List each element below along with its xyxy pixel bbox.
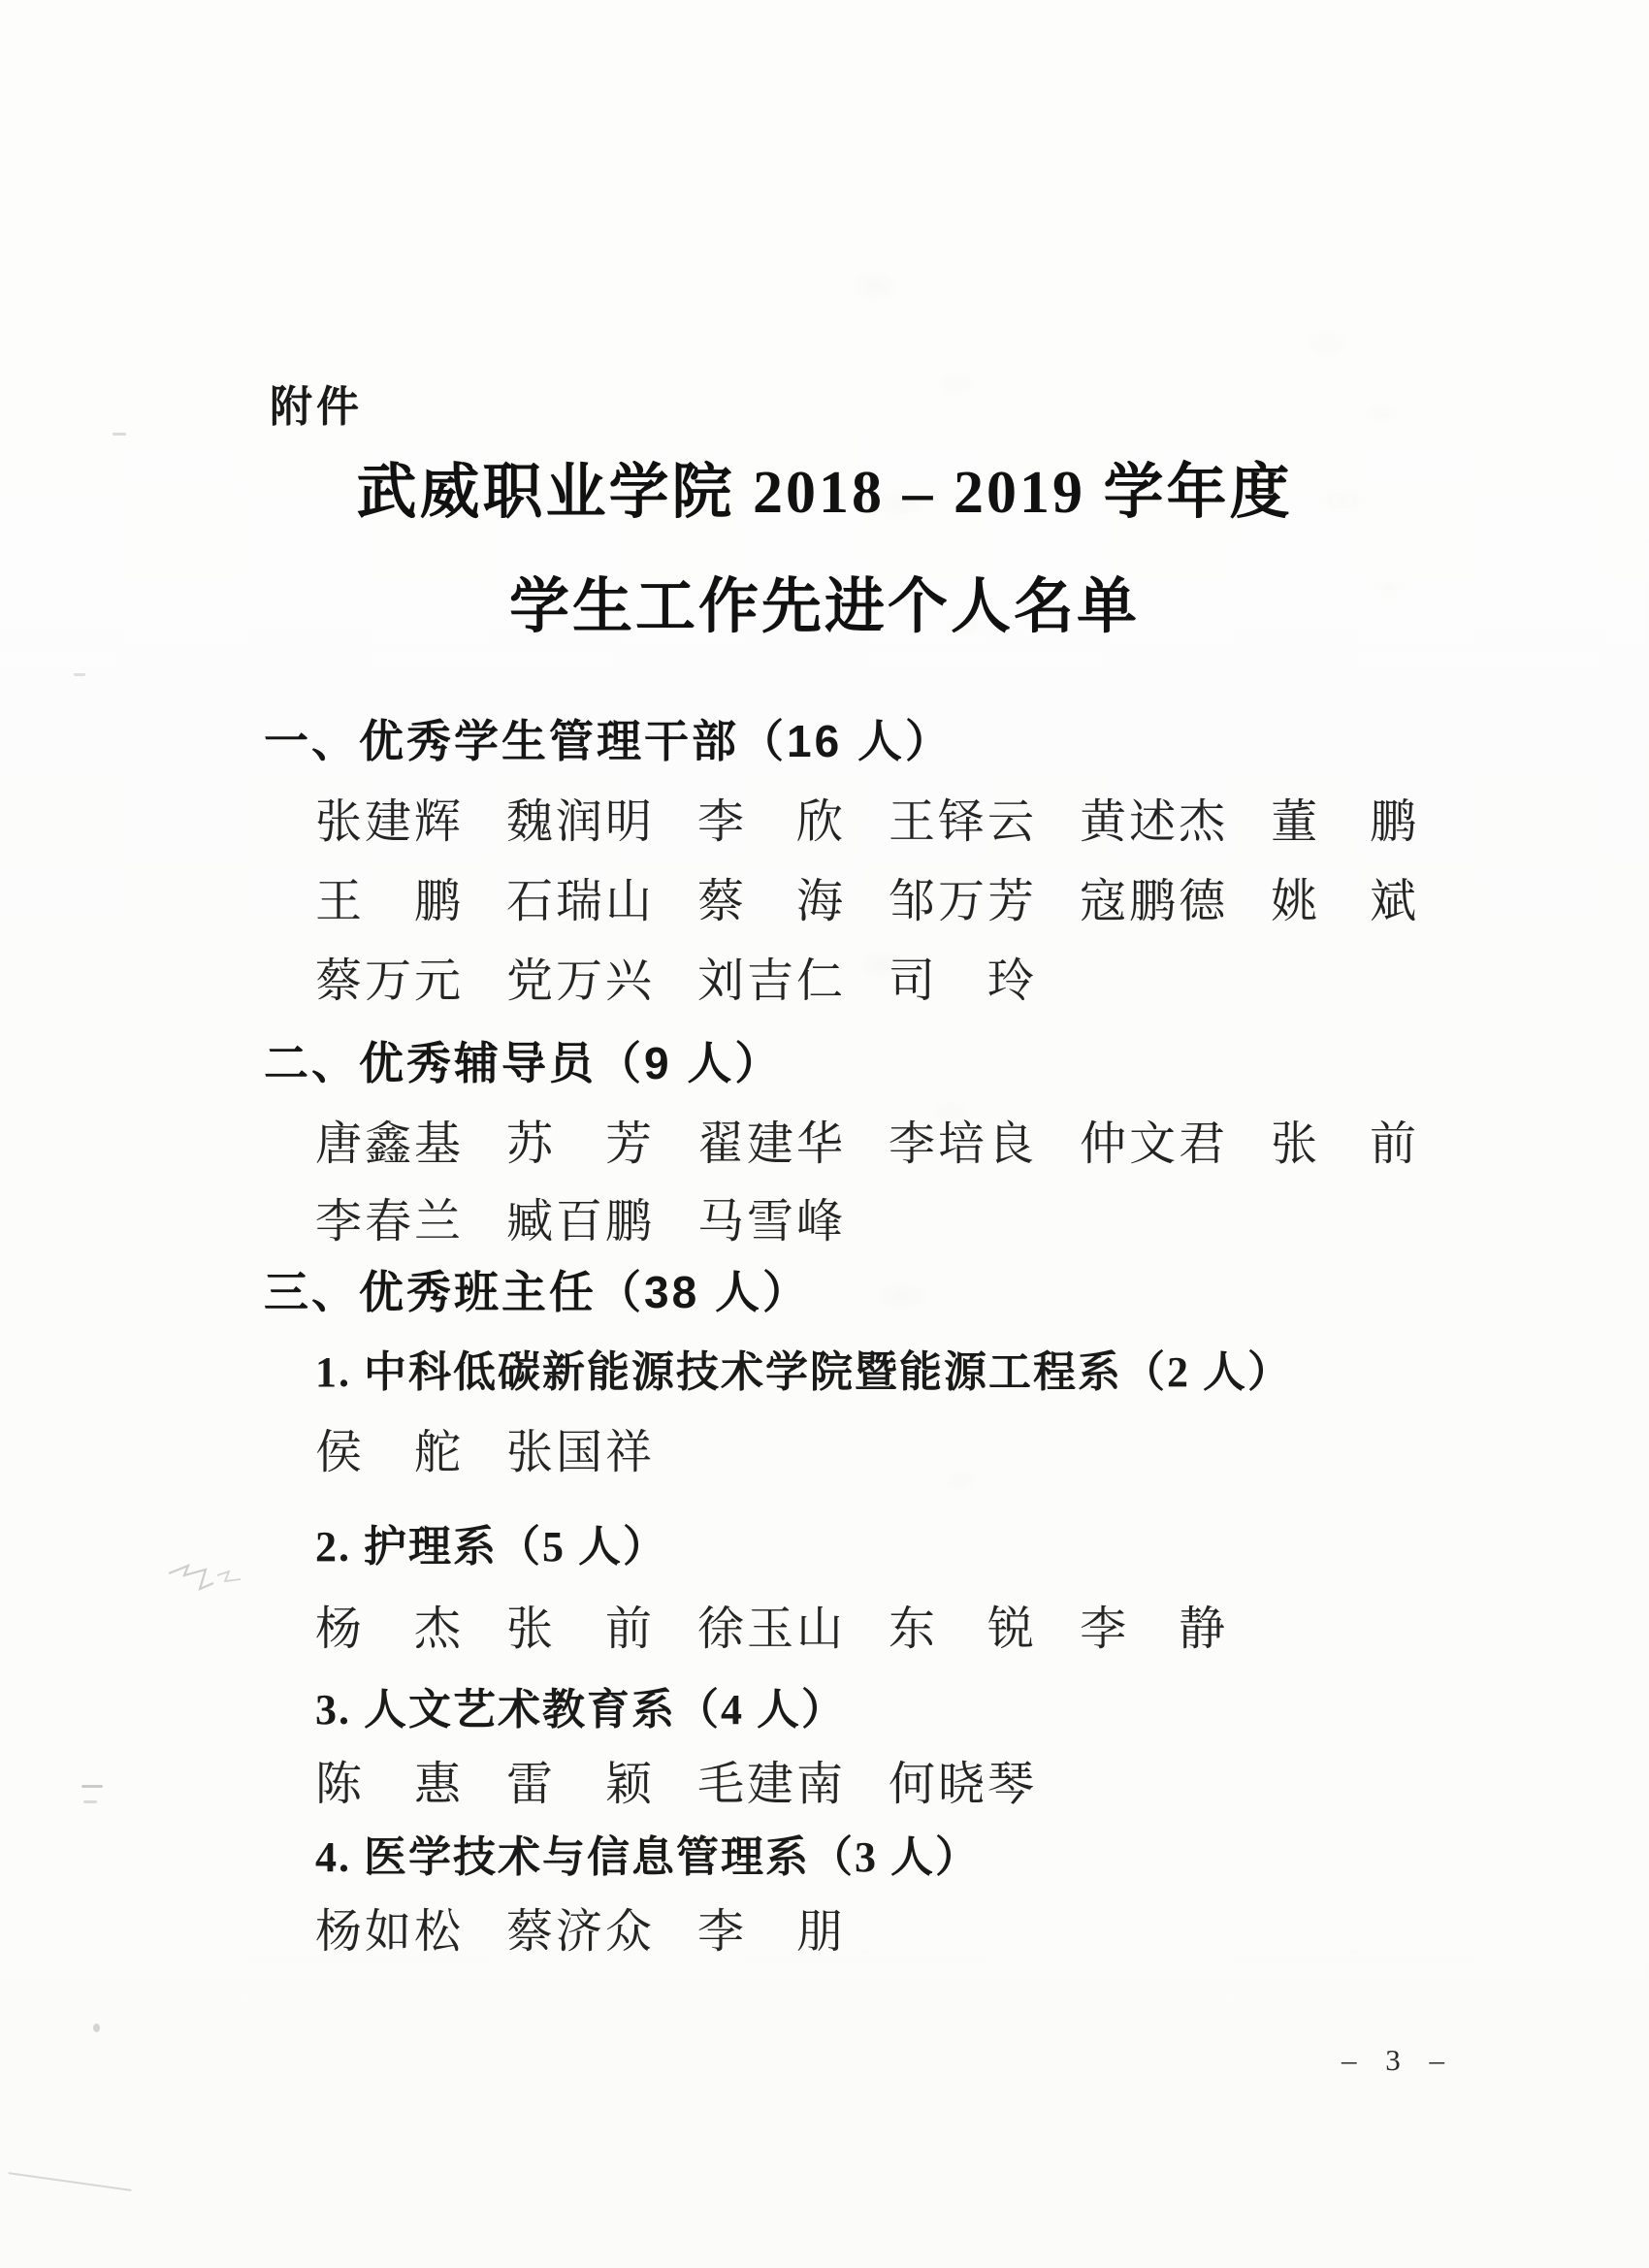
person-name: 仲文君 <box>1080 1118 1229 1170</box>
name-row <box>315 1197 846 1248</box>
scan-artifact <box>155 1546 272 1614</box>
page-number: – 3 – <box>1342 2043 1450 2077</box>
person-name: 魏润明 <box>506 796 656 848</box>
person-name: 雷 颖 <box>506 1759 656 1810</box>
scan-artifact <box>81 1785 103 1788</box>
person-name: 徐玉山 <box>697 1604 847 1655</box>
subsection-heading-2: 2. 护理系（5 人） <box>315 1523 667 1571</box>
scan-artifact <box>93 2024 100 2032</box>
person-name: 王铎云 <box>889 796 1038 848</box>
name-row <box>315 1907 846 1959</box>
name-row <box>315 956 1037 1008</box>
person-name: 刘吉仁 <box>697 956 847 1007</box>
subsection-heading-4: 4. 医学技术与信息管理系（3 人） <box>315 1833 980 1881</box>
person-name: 黄述杰 <box>1080 796 1229 848</box>
scan-artifact <box>83 1800 97 1803</box>
person-name: 司 玲 <box>889 956 1038 1007</box>
scan-artifact <box>74 673 85 676</box>
name-row <box>315 797 1419 849</box>
person-name: 马雪峰 <box>697 1196 847 1247</box>
scan-artifact <box>113 433 126 436</box>
person-name: 邹万芳 <box>889 876 1038 927</box>
person-name: 杨如松 <box>315 1906 465 1958</box>
person-name: 李培良 <box>889 1118 1038 1170</box>
person-name: 苏 芳 <box>506 1118 656 1170</box>
person-name: 毛建南 <box>697 1759 847 1810</box>
person-name: 杨 杰 <box>315 1604 465 1655</box>
name-row <box>315 877 1419 928</box>
person-name: 张国祥 <box>506 1427 656 1478</box>
person-name: 蔡 海 <box>697 876 847 927</box>
person-name: 东 锐 <box>889 1604 1038 1655</box>
person-name: 李 欣 <box>697 796 847 848</box>
person-name: 张 前 <box>1271 1118 1420 1170</box>
person-name: 党万兴 <box>506 956 656 1007</box>
person-name: 蔡济众 <box>506 1906 656 1958</box>
person-name: 王 鹏 <box>315 876 465 927</box>
person-name: 李 静 <box>1080 1604 1229 1655</box>
person-name: 蔡万元 <box>315 956 465 1007</box>
person-name: 陈 惠 <box>315 1759 465 1810</box>
scan-artifact <box>8 2172 131 2191</box>
section-heading-1: 一、优秀学生管理干部（16 人） <box>264 716 953 766</box>
person-name: 石瑞山 <box>506 876 656 927</box>
person-name: 唐鑫基 <box>315 1118 465 1170</box>
person-name: 翟建华 <box>697 1118 847 1170</box>
name-row <box>315 1760 1037 1811</box>
section-heading-2: 二、优秀辅导员（9 人） <box>264 1038 783 1088</box>
document-title-line1: 武威职业学院 2018 – 2019 学年度 <box>356 460 1293 526</box>
person-name: 何晓琴 <box>889 1759 1038 1810</box>
person-name: 李春兰 <box>315 1196 465 1247</box>
person-name: 张 前 <box>506 1604 656 1655</box>
subsection-heading-3: 3. 人文艺术教育系（4 人） <box>315 1686 846 1733</box>
name-row <box>315 1604 1228 1656</box>
person-name: 姚 斌 <box>1271 876 1420 927</box>
name-row <box>315 1119 1419 1171</box>
attachment-label: 附件 <box>270 383 363 431</box>
subsection-heading-1: 1. 中科低碳新能源技术学院暨能源工程系（2 人） <box>315 1348 1292 1396</box>
name-row <box>315 1428 655 1479</box>
person-name: 臧百鹏 <box>506 1196 656 1247</box>
document-title-line2: 学生工作先进个人名单 <box>508 574 1140 640</box>
person-name: 李 朋 <box>697 1906 847 1958</box>
person-name: 张建辉 <box>315 796 465 848</box>
person-name: 董 鹏 <box>1271 796 1420 848</box>
person-name: 侯 舵 <box>315 1427 465 1478</box>
person-name: 寇鹏德 <box>1080 876 1229 927</box>
section-heading-3: 三、优秀班主任（38 人） <box>264 1267 810 1317</box>
